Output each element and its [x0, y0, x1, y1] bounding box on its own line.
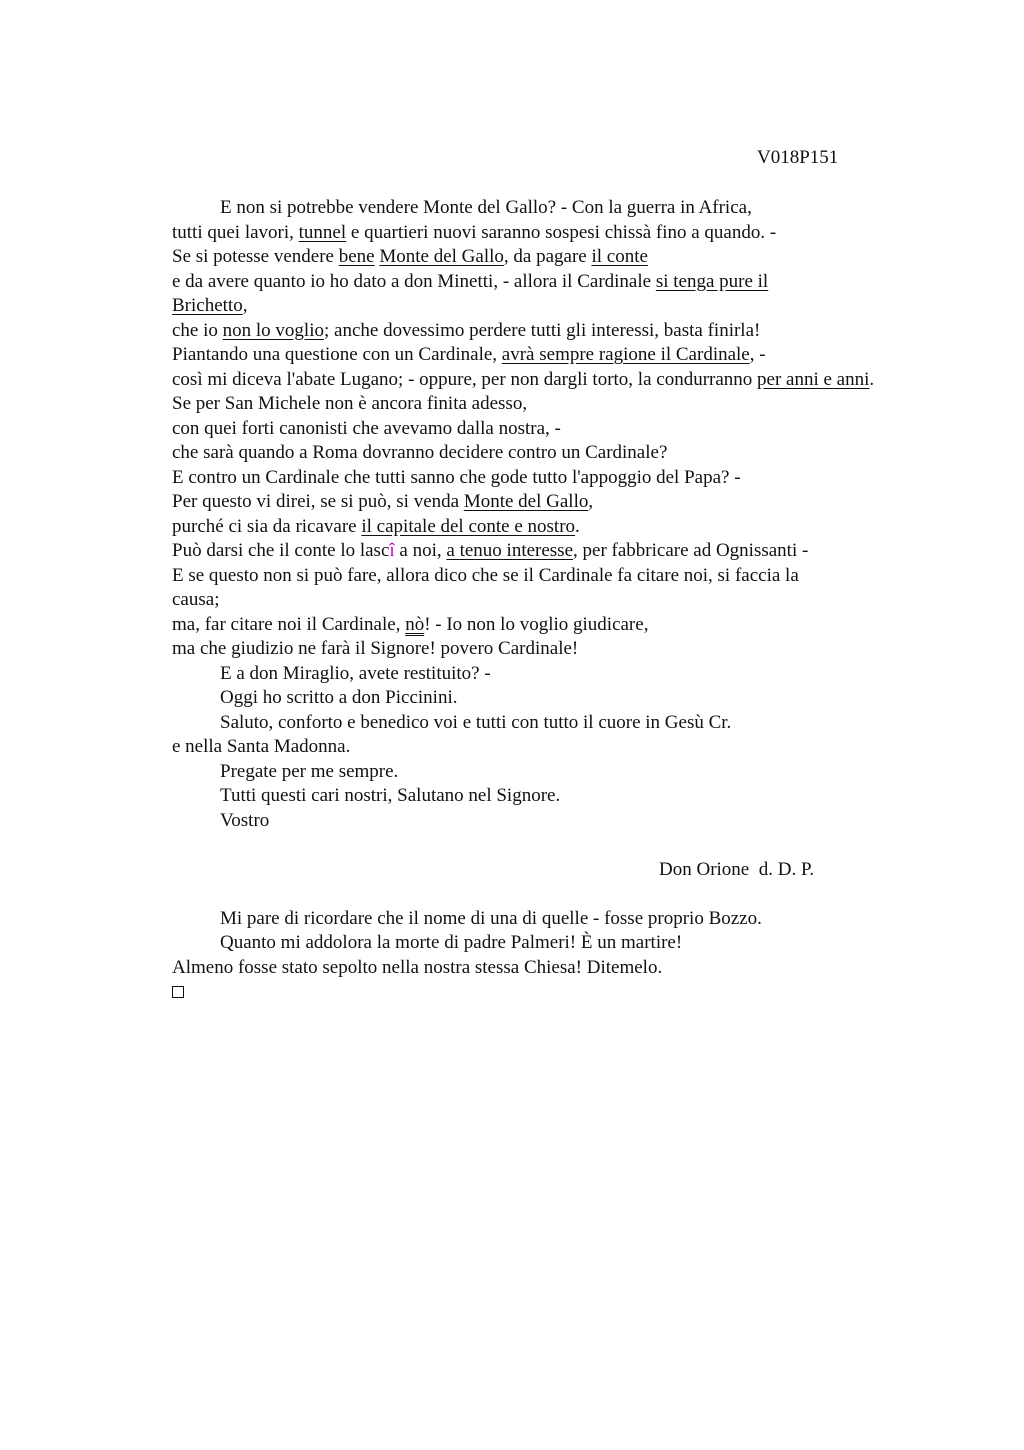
- page-id: V018P151: [757, 147, 839, 168]
- underlined-text: si tenga pure il: [655, 270, 769, 292]
- text-segment: con quei forti canonisti che avevamo dalla nostra, -: [172, 417, 561, 439]
- end-mark-box: [172, 986, 184, 998]
- text-line: [172, 564, 952, 589]
- underlined-text: avrà sempre ragione il Cardinale: [501, 344, 750, 365]
- text-line: [172, 539, 952, 564]
- text-segment: Almeno fosse stato sepolto nella nostra stessa Chiesa! Ditemelo.: [172, 956, 663, 978]
- text-line: [172, 196, 952, 221]
- text-segment: Se per San Michele non è ancora finita adesso,: [172, 393, 528, 414]
- text-segment: E se questo non si può fare, allora dico che se il Cardinale fa citare noi, si faccia la: [172, 564, 799, 586]
- text-line: [172, 760, 952, 785]
- underlined-text: per anni e anni: [757, 368, 870, 390]
- text-line: [172, 956, 952, 981]
- text-segment: Piantando una questione con un Cardinale,: [172, 344, 502, 365]
- underlined-text: Monte del Gallo: [463, 491, 589, 512]
- underlined-text: non lo voglio: [222, 319, 324, 341]
- text-segment: ,: [588, 491, 594, 512]
- letter-main-text: [172, 196, 952, 833]
- text-segment: E non si potrebbe vendere Monte del Gallo? - Con la guerra in Africa,: [220, 197, 752, 218]
- text-line: [172, 907, 952, 932]
- text-segment: ! - Io non lo voglio giudicare,: [424, 613, 649, 635]
- text-line: [172, 319, 952, 344]
- text-segment: Vostro: [220, 809, 270, 831]
- highlighted-char: î: [389, 540, 395, 561]
- text-segment: , da pagare: [503, 246, 592, 267]
- text-segment: Quanto mi addolora la morte di padre Palmeri! È un martire!: [220, 932, 683, 953]
- underlined-text: il capitale del conte e nostro: [361, 515, 576, 537]
- text-segment: Per questo vi direi, se si può, si venda: [172, 491, 464, 512]
- underlined-text: il conte: [591, 246, 648, 267]
- text-line: [172, 221, 952, 246]
- text-segment: tutti quei lavori,: [172, 221, 299, 243]
- text-line: [172, 931, 952, 956]
- text-line: [172, 441, 952, 466]
- text-segment: , per fabbricare ad Ognissanti -: [573, 540, 809, 561]
- text-segment: ,: [242, 295, 248, 316]
- text-line: [172, 637, 952, 662]
- signature: Don Orione d. D. P.: [659, 858, 815, 880]
- text-line: [172, 613, 952, 638]
- text-segment: , -: [749, 344, 766, 365]
- text-segment: che sarà quando a Roma dovranno decidere contro un Cardinale?: [172, 442, 668, 463]
- underlined-text: a tenuo interesse: [446, 540, 574, 561]
- text-line: [172, 711, 952, 736]
- text-line: [172, 417, 952, 442]
- text-segment: Pregate per me sempre.: [220, 760, 399, 782]
- text-segment: e nella Santa Madonna.: [172, 736, 351, 757]
- text-segment: Oggi ho scritto a don Piccinini.: [220, 687, 458, 708]
- text-line: [172, 735, 952, 760]
- text-line: [172, 392, 952, 417]
- text-line: [172, 343, 952, 368]
- text-line: [172, 294, 952, 319]
- text-segment: Tutti questi cari nostri, Salutano nel Signore.: [220, 785, 561, 806]
- text-segment: E contro un Cardinale che tutti sanno che gode tutto l'appoggio del Papa? -: [172, 466, 741, 488]
- text-segment: causa;: [172, 589, 220, 610]
- text-segment: e quartieri nuovi saranno sospesi chissà fino a quando. -: [346, 221, 777, 243]
- underlined-text: bene: [338, 246, 375, 267]
- text-segment: ma, far citare noi il Cardinale,: [172, 613, 406, 635]
- text-line: [172, 662, 952, 687]
- underlined-text: tunnel: [298, 221, 347, 243]
- text-segment: E a don Miraglio, avete restituito? -: [220, 662, 491, 684]
- text-segment: Può darsi che il conte lo lasc: [172, 540, 390, 561]
- text-segment: purché ci sia da ricavare: [172, 515, 362, 537]
- text-segment: e da avere quanto io ho dato a don Minetti, - allora il Cardinale: [172, 270, 656, 292]
- text-line: [172, 686, 952, 711]
- text-segment: ma che giudizio ne farà il Signore! povero Cardinale!: [172, 638, 579, 659]
- text-segment: .: [575, 515, 580, 537]
- text-segment: Saluto, conforto e benedico voi e tutti con tutto il cuore in Gesù Cr.: [220, 711, 732, 733]
- underlined-text: nò: [405, 613, 425, 635]
- letter-body: [172, 196, 952, 1004]
- spacer: [172, 882, 952, 907]
- text-segment: .: [869, 368, 875, 390]
- underlined-text: Monte del Gallo: [379, 246, 504, 267]
- text-line: [172, 270, 952, 295]
- text-segment: a noi,: [394, 540, 447, 561]
- text-segment: così mi diceva l'abate Lugano; - oppure, per non dargli torto, la condurranno: [172, 368, 758, 390]
- text-line: [172, 515, 952, 540]
- spacer: [172, 833, 952, 858]
- text-line: [172, 466, 952, 491]
- text-segment: che io: [172, 319, 223, 341]
- underlined-text: Brichetto: [172, 295, 243, 316]
- text-line: [172, 245, 952, 270]
- text-line: [172, 490, 952, 515]
- postscript: [172, 907, 952, 981]
- text-segment: Se si potesse vendere: [172, 246, 339, 267]
- text-segment: Mi pare di ricordare che il nome di una di quelle - fosse proprio Bozzo.: [220, 907, 762, 929]
- text-line: [172, 784, 952, 809]
- text-line: [172, 588, 952, 613]
- text-line: [172, 368, 952, 393]
- text-segment: ; anche dovessimo perdere tutti gli interessi, basta finirla!: [324, 319, 761, 341]
- text-line: [172, 809, 952, 834]
